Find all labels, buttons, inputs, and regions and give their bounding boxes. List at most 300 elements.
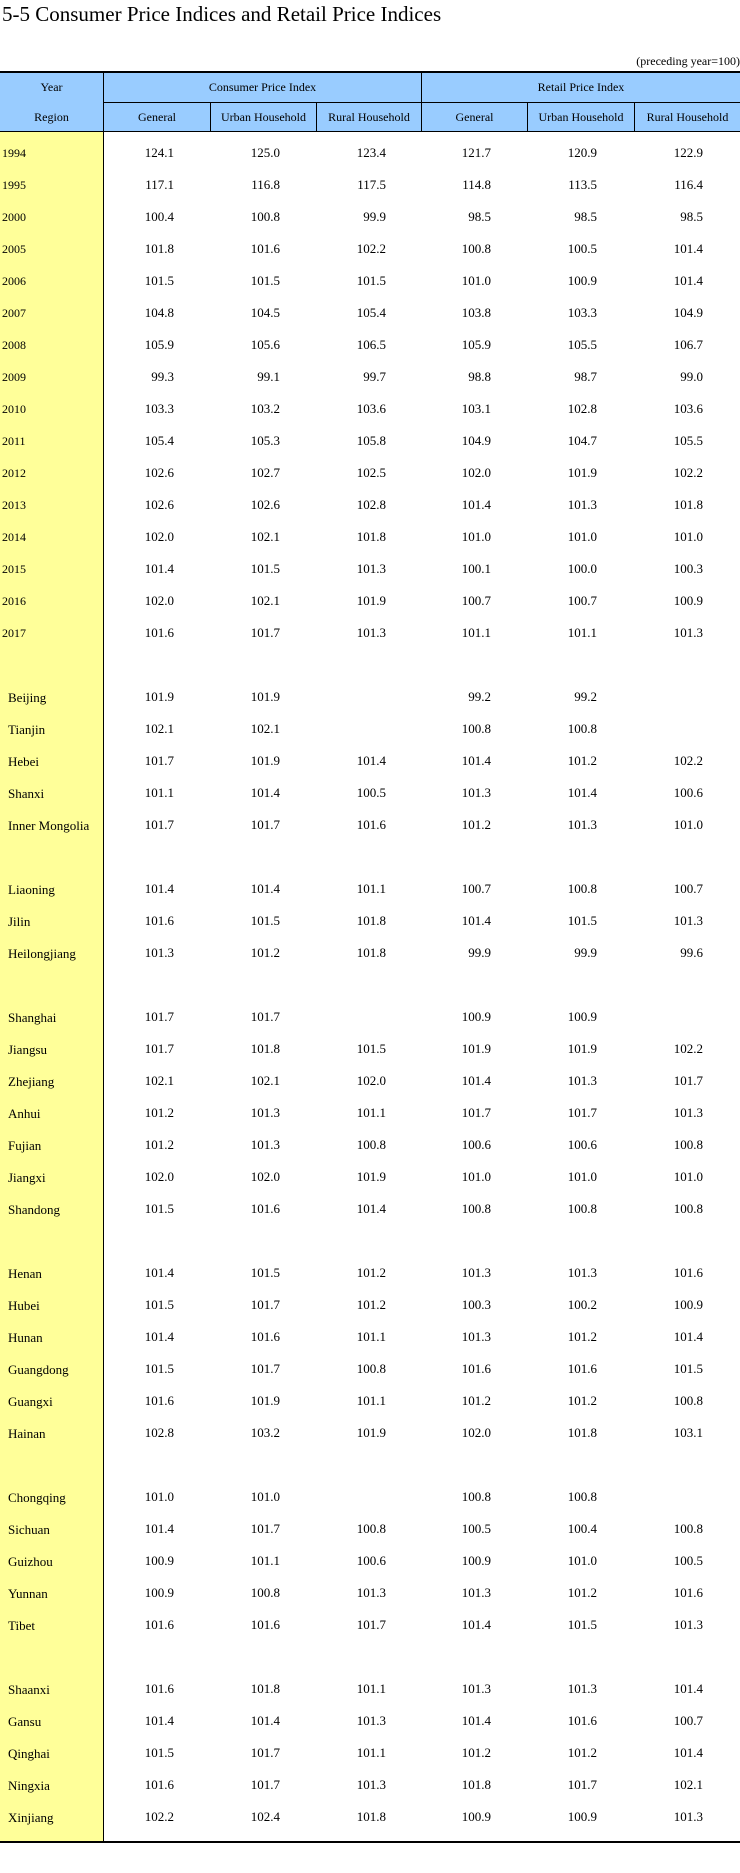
- region-label: Hainan: [8, 1426, 46, 1441]
- value-cell: 101.5: [250, 273, 280, 288]
- value-cell: 103.1: [461, 401, 491, 416]
- value-cell: 100.7: [673, 881, 703, 896]
- value-cell: 100.8: [673, 1393, 703, 1408]
- year-row: [0, 394, 740, 426]
- value-cell: 102.1: [144, 721, 174, 736]
- value-cell: 101.8: [144, 241, 174, 256]
- value-cell: 101.0: [567, 529, 597, 544]
- table-bottom-rule: [0, 1841, 740, 1843]
- value-cell: 100.9: [461, 1009, 491, 1024]
- region-label: Jiangsu: [8, 1042, 47, 1057]
- value-cell: 101.9: [144, 689, 174, 704]
- value-cell: 102.0: [461, 465, 491, 480]
- value-cell: 102.5: [356, 465, 386, 480]
- header-rpi-urban: Urban Household: [538, 110, 624, 124]
- value-cell: 116.8: [251, 177, 280, 192]
- region-label: Hubei: [8, 1298, 40, 1313]
- value-cell: 101.3: [461, 785, 491, 800]
- value-cell: 101.3: [461, 1585, 491, 1600]
- value-cell: 101.3: [673, 913, 703, 928]
- region-row: [0, 1706, 740, 1738]
- value-cell: 99.1: [257, 369, 280, 384]
- value-cell: 102.2: [356, 241, 386, 256]
- value-cell: 101.4: [673, 1681, 703, 1696]
- value-cell: 101.5: [144, 1201, 174, 1216]
- value-cell: 101.3: [250, 1137, 280, 1152]
- value-cell: 101.8: [250, 1041, 280, 1056]
- value-cell: 101.4: [673, 241, 703, 256]
- year-label: 1994: [2, 146, 26, 160]
- value-cell: 101.2: [144, 1137, 174, 1152]
- value-cell: 105.4: [356, 305, 386, 320]
- value-cell: 101.1: [356, 881, 386, 896]
- value-cell: 102.8: [356, 497, 386, 512]
- region-row: [0, 1802, 740, 1834]
- value-cell: 101.9: [356, 1169, 386, 1184]
- header-rpi: Retail Price Index: [537, 80, 625, 94]
- header-cpi-urban: Urban Household: [221, 110, 306, 124]
- region-label: Inner Mongolia: [8, 818, 90, 833]
- value-cell: 103.1: [673, 1425, 703, 1440]
- region-label: Henan: [8, 1266, 42, 1281]
- value-cell: 101.4: [461, 913, 491, 928]
- value-cell: 101.9: [567, 465, 597, 480]
- value-cell: 101.3: [673, 625, 703, 640]
- year-label: 2017: [2, 626, 26, 640]
- header-year: Year: [40, 80, 63, 94]
- value-cell: 101.7: [250, 1521, 280, 1536]
- value-cell: 103.6: [673, 401, 703, 416]
- region-row: [0, 1770, 740, 1802]
- value-cell: 101.7: [250, 1297, 280, 1312]
- value-cell: 99.2: [574, 689, 597, 704]
- value-cell: 101.4: [567, 785, 597, 800]
- value-cell: 101.4: [673, 1329, 703, 1344]
- value-cell: 101.6: [673, 1585, 703, 1600]
- value-cell: 100.9: [673, 1297, 703, 1312]
- value-cell: 100.3: [461, 1297, 491, 1312]
- year-row: [0, 458, 740, 490]
- value-cell: 100.7: [461, 881, 491, 896]
- value-cell: 101.6: [250, 1617, 280, 1632]
- value-cell: 101.3: [144, 945, 174, 960]
- value-cell: 101.9: [250, 753, 280, 768]
- value-cell: 101.3: [356, 1777, 386, 1792]
- value-cell: 101.4: [144, 1521, 174, 1536]
- value-cell: 102.8: [567, 401, 597, 416]
- value-cell: 102.1: [250, 721, 280, 736]
- value-cell: 101.4: [461, 1713, 491, 1728]
- value-cell: 102.8: [144, 1425, 174, 1440]
- value-cell: 102.0: [356, 1073, 386, 1088]
- value-cell: 105.8: [356, 433, 386, 448]
- value-cell: 101.7: [144, 753, 174, 768]
- region-label: Ningxia: [8, 1778, 50, 1793]
- region-label: Hunan: [8, 1330, 43, 1345]
- value-cell: 99.3: [151, 369, 174, 384]
- value-cell: 100.9: [673, 593, 703, 608]
- region-label: Xinjiang: [8, 1810, 54, 1825]
- value-cell: 101.9: [250, 689, 280, 704]
- value-cell: 100.5: [567, 241, 597, 256]
- value-cell: 101.3: [356, 625, 386, 640]
- value-cell: 100.5: [673, 1553, 703, 1568]
- value-cell: 101.1: [356, 1329, 386, 1344]
- value-cell: 98.8: [468, 369, 491, 384]
- value-cell: 101.2: [461, 1745, 491, 1760]
- value-cell: 100.0: [567, 561, 597, 576]
- value-cell: 101.5: [250, 561, 280, 576]
- value-cell: 103.8: [461, 305, 491, 320]
- value-cell: 101.5: [250, 1265, 280, 1280]
- region-row: [0, 810, 740, 842]
- value-cell: 102.0: [461, 1425, 491, 1440]
- value-cell: 100.9: [144, 1585, 174, 1600]
- value-cell: 101.4: [461, 1073, 491, 1088]
- value-cell: 102.1: [250, 1073, 280, 1088]
- value-cell: 105.9: [144, 337, 174, 352]
- value-cell: 106.7: [673, 337, 703, 352]
- value-cell: 98.5: [468, 209, 491, 224]
- value-cell: 101.6: [673, 1265, 703, 1280]
- value-cell: 101.6: [144, 1617, 174, 1632]
- year-label: 2015: [2, 562, 26, 576]
- value-cell: 100.8: [356, 1521, 386, 1536]
- value-cell: 101.8: [356, 529, 386, 544]
- value-cell: 98.5: [680, 209, 703, 224]
- value-cell: 102.4: [250, 1809, 280, 1824]
- header-bottom-rule: [0, 131, 740, 132]
- year-row: [0, 330, 740, 362]
- region-row: [0, 1610, 740, 1642]
- value-cell: 101.1: [356, 1745, 386, 1760]
- region-row: [0, 778, 740, 810]
- region-row: [0, 1098, 740, 1130]
- value-cell: 101.2: [144, 1105, 174, 1120]
- year-label: 2009: [2, 370, 26, 384]
- value-cell: 101.3: [461, 1265, 491, 1280]
- value-cell: 101.2: [567, 1329, 597, 1344]
- value-cell: 98.7: [574, 369, 597, 384]
- region-label: Chongqing: [8, 1490, 66, 1505]
- value-cell: 101.5: [567, 913, 597, 928]
- value-cell: 116.4: [674, 177, 703, 192]
- value-cell: 100.8: [461, 1489, 491, 1504]
- value-cell: 103.2: [250, 1425, 280, 1440]
- region-label: Guangdong: [8, 1362, 69, 1377]
- value-cell: 101.9: [356, 593, 386, 608]
- region-row: [0, 1162, 740, 1194]
- value-cell: 100.7: [673, 1713, 703, 1728]
- region-row: [0, 1066, 740, 1098]
- value-cell: 101.6: [250, 1201, 280, 1216]
- year-row: [0, 298, 740, 330]
- value-cell: 101.0: [567, 1169, 597, 1184]
- value-cell: 100.8: [250, 209, 280, 224]
- region-label: Sichuan: [8, 1522, 50, 1537]
- value-cell: 101.7: [250, 1361, 280, 1376]
- value-cell: 101.7: [356, 1617, 386, 1632]
- value-cell: 101.7: [567, 1777, 597, 1792]
- value-cell: 100.6: [461, 1137, 491, 1152]
- year-label: 2010: [2, 402, 26, 416]
- region-row: [0, 1002, 740, 1034]
- value-cell: 101.3: [567, 1073, 597, 1088]
- region-label: Anhui: [8, 1106, 41, 1121]
- region-label: Qinghai: [8, 1746, 50, 1761]
- year-label: 2006: [2, 274, 26, 288]
- value-cell: 105.5: [673, 433, 703, 448]
- value-cell: 114.8: [462, 177, 491, 192]
- value-cell: 101.2: [356, 1265, 386, 1280]
- region-row: [0, 1738, 740, 1770]
- value-cell: 100.7: [567, 593, 597, 608]
- region-row: [0, 682, 740, 714]
- region-row: [0, 1546, 740, 1578]
- value-cell: 100.2: [567, 1297, 597, 1312]
- value-cell: 101.8: [673, 497, 703, 512]
- value-cell: 100.8: [567, 1201, 597, 1216]
- value-cell: 101.5: [356, 273, 386, 288]
- value-cell: 100.8: [461, 1201, 491, 1216]
- value-cell: 101.3: [567, 817, 597, 832]
- value-cell: 101.4: [250, 785, 280, 800]
- value-cell: 101.7: [250, 1745, 280, 1760]
- value-cell: 98.5: [574, 209, 597, 224]
- value-cell: 101.5: [356, 1041, 386, 1056]
- value-cell: 101.1: [250, 1553, 280, 1568]
- region-row: [0, 906, 740, 938]
- value-cell: 100.4: [144, 209, 174, 224]
- value-cell: 122.9: [673, 145, 703, 160]
- value-cell: 101.0: [567, 1553, 597, 1568]
- value-cell: 117.1: [145, 177, 174, 192]
- value-cell: 101.0: [673, 817, 703, 832]
- value-cell: 100.5: [461, 1521, 491, 1536]
- value-cell: 100.8: [567, 721, 597, 736]
- value-cell: 101.4: [144, 561, 174, 576]
- header-region: Region: [34, 110, 69, 124]
- value-cell: 105.3: [250, 433, 280, 448]
- value-cell: 101.5: [144, 1745, 174, 1760]
- value-cell: 104.7: [567, 433, 597, 448]
- value-cell: 104.5: [250, 305, 280, 320]
- year-row: [0, 170, 740, 202]
- value-cell: 100.6: [567, 1137, 597, 1152]
- value-cell: 100.8: [250, 1585, 280, 1600]
- value-cell: 104.8: [144, 305, 174, 320]
- region-row: [0, 1130, 740, 1162]
- region-row: [0, 1482, 740, 1514]
- value-cell: 100.4: [567, 1521, 597, 1536]
- region-label: Heilongjiang: [8, 946, 76, 961]
- header-cpi-general: General: [138, 110, 176, 124]
- value-cell: 100.8: [461, 241, 491, 256]
- value-cell: 105.4: [144, 433, 174, 448]
- value-cell: 99.2: [468, 689, 491, 704]
- value-cell: 101.2: [567, 1585, 597, 1600]
- region-label: Beijing: [8, 690, 47, 705]
- region-label: Gansu: [8, 1714, 42, 1729]
- value-cell: 100.9: [144, 1553, 174, 1568]
- value-cell: 123.4: [356, 145, 386, 160]
- value-cell: 101.5: [144, 1297, 174, 1312]
- year-row: [0, 362, 740, 394]
- value-cell: 100.8: [673, 1201, 703, 1216]
- value-cell: 101.3: [673, 1809, 703, 1824]
- region-label: Jiangxi: [8, 1170, 46, 1185]
- value-cell: 101.1: [356, 1681, 386, 1696]
- year-label: 2005: [2, 242, 26, 256]
- value-cell: 99.6: [680, 945, 703, 960]
- value-cell: 100.9: [567, 1809, 597, 1824]
- value-cell: 101.1: [567, 625, 597, 640]
- year-row: [0, 490, 740, 522]
- value-cell: 101.9: [567, 1041, 597, 1056]
- header-cpi-rural: Rural Household: [328, 110, 410, 124]
- value-cell: 102.6: [144, 497, 174, 512]
- region-row: [0, 714, 740, 746]
- value-cell: 101.2: [567, 1745, 597, 1760]
- value-cell: 104.9: [461, 433, 491, 448]
- region-row: [0, 1514, 740, 1546]
- value-cell: 100.8: [356, 1137, 386, 1152]
- value-cell: 100.9: [567, 273, 597, 288]
- value-cell: 102.6: [144, 465, 174, 480]
- region-label: Guangxi: [8, 1394, 53, 1409]
- value-cell: 102.2: [144, 1809, 174, 1824]
- value-cell: 101.4: [144, 1329, 174, 1344]
- value-cell: 101.8: [567, 1425, 597, 1440]
- value-cell: 99.9: [468, 945, 491, 960]
- value-cell: 101.7: [461, 1105, 491, 1120]
- page-title: 5-5 Consumer Price Indices and Retail Price Indices: [2, 2, 442, 26]
- value-cell: 101.8: [356, 1809, 386, 1824]
- value-cell: 102.0: [250, 1169, 280, 1184]
- value-cell: 99.9: [363, 209, 386, 224]
- value-cell: 101.6: [144, 1681, 174, 1696]
- value-cell: 101.0: [461, 1169, 491, 1184]
- year-label: 1995: [2, 178, 26, 192]
- value-cell: 101.3: [567, 1265, 597, 1280]
- value-cell: 102.2: [673, 465, 703, 480]
- value-cell: 100.1: [461, 561, 491, 576]
- value-cell: 101.1: [356, 1105, 386, 1120]
- year-row: [0, 554, 740, 586]
- value-cell: 101.6: [461, 1361, 491, 1376]
- value-cell: 100.8: [673, 1521, 703, 1536]
- region-label: Fujian: [8, 1138, 42, 1153]
- year-label: 2016: [2, 594, 26, 608]
- value-cell: 101.4: [673, 273, 703, 288]
- value-cell: 101.9: [356, 1425, 386, 1440]
- value-cell: 101.4: [461, 753, 491, 768]
- region-row: [0, 1386, 740, 1418]
- value-cell: 101.6: [144, 1393, 174, 1408]
- value-cell: 106.5: [356, 337, 386, 352]
- value-cell: 100.6: [356, 1553, 386, 1568]
- value-cell: 105.9: [461, 337, 491, 352]
- value-cell: 101.6: [250, 241, 280, 256]
- value-cell: 102.0: [144, 529, 174, 544]
- region-row: [0, 1354, 740, 1386]
- value-cell: 102.1: [144, 1073, 174, 1088]
- region-row: [0, 1258, 740, 1290]
- value-cell: 103.3: [144, 401, 174, 416]
- value-cell: 121.7: [461, 145, 491, 160]
- value-cell: 103.3: [567, 305, 597, 320]
- value-cell: 103.6: [356, 401, 386, 416]
- value-cell: 101.4: [250, 1713, 280, 1728]
- value-cell: 101.1: [356, 1393, 386, 1408]
- value-cell: 101.1: [144, 785, 174, 800]
- value-cell: 101.4: [356, 753, 386, 768]
- value-cell: 101.2: [567, 1393, 597, 1408]
- region-label: Hebei: [8, 754, 40, 769]
- value-cell: 101.4: [144, 881, 174, 896]
- region-label: Tianjin: [8, 722, 46, 737]
- value-cell: 101.7: [144, 1041, 174, 1056]
- value-cell: 101.3: [673, 1105, 703, 1120]
- header-rpi-rural: Rural Household: [646, 110, 729, 124]
- value-cell: 102.7: [250, 465, 280, 480]
- year-row: [0, 266, 740, 298]
- value-cell: 100.3: [673, 561, 703, 576]
- value-cell: 100.9: [461, 1553, 491, 1568]
- region-row: [0, 1194, 740, 1226]
- value-cell: 101.7: [250, 817, 280, 832]
- value-cell: 99.0: [680, 369, 703, 384]
- region-label: Shanghai: [8, 1010, 57, 1025]
- region-label: Jilin: [8, 914, 31, 929]
- value-cell: 120.9: [567, 145, 597, 160]
- value-cell: 101.7: [567, 1105, 597, 1120]
- year-label: 2012: [2, 466, 26, 480]
- value-cell: 102.1: [250, 529, 280, 544]
- value-cell: 102.0: [144, 1169, 174, 1184]
- value-cell: 101.3: [356, 1713, 386, 1728]
- value-cell: 101.6: [144, 913, 174, 928]
- value-cell: 101.4: [461, 497, 491, 512]
- year-label: 2000: [2, 210, 26, 224]
- value-cell: 101.0: [461, 529, 491, 544]
- value-cell: 103.2: [250, 401, 280, 416]
- value-cell: 101.6: [567, 1713, 597, 1728]
- value-cell: 101.3: [250, 1105, 280, 1120]
- value-cell: 101.4: [250, 881, 280, 896]
- value-cell: 102.0: [144, 593, 174, 608]
- value-cell: 125.0: [250, 145, 280, 160]
- value-cell: 100.8: [356, 1361, 386, 1376]
- value-cell: 101.2: [567, 753, 597, 768]
- value-cell: 101.3: [356, 561, 386, 576]
- year-label: 2014: [2, 530, 26, 544]
- value-cell: 124.1: [144, 145, 174, 160]
- value-cell: 101.0: [461, 273, 491, 288]
- value-cell: 100.7: [461, 593, 491, 608]
- region-label: Shandong: [8, 1202, 60, 1217]
- region-row: [0, 746, 740, 778]
- header-cpi: Consumer Price Index: [208, 80, 317, 94]
- value-cell: 101.7: [250, 1777, 280, 1792]
- region-row: [0, 874, 740, 906]
- value-cell: 101.3: [567, 497, 597, 512]
- year-row: [0, 618, 740, 650]
- value-cell: 101.7: [144, 817, 174, 832]
- region-row: [0, 1322, 740, 1354]
- value-cell: 101.2: [356, 1297, 386, 1312]
- value-cell: 101.8: [356, 945, 386, 960]
